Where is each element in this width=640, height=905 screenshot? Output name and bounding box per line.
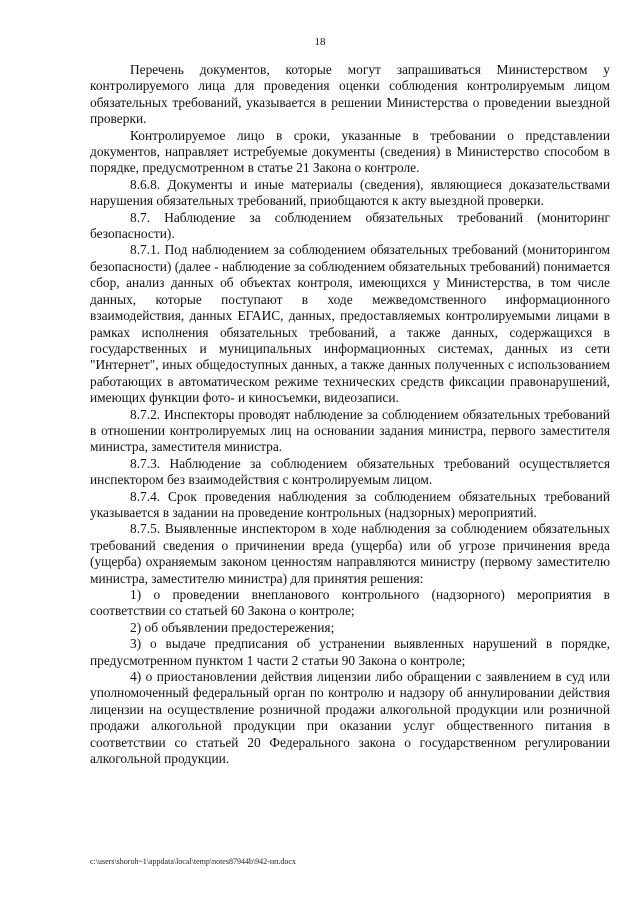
footer-file-path: c:\users\shoroh~1\appdata\local\temp\notes87944b\942-нп.docx [90, 857, 296, 866]
paragraph-8-6-8: 8.6.8. Документы и иные материалы (сведения), являющиеся доказательствами нарушения обязательных требований, приобщаются к акту выездной проверки. [90, 176, 610, 209]
paragraph-8-7-1: 8.7.1. Под наблюдением за соблюдением обязательных требований (мониторингом безопасности) (далее - наблюдение за соблюдением обязательных требований) понимается сбор, анализ данных об объектах контроля, имеющихся у Министерства, в том числе данных, которые поступают в ходе межведомственного информационного взаимодействия, данных ЕГАИС, данных, предоставляемых контролируемыми лицами в рамках исполнения обязательных требований, а также данных, содержащихся в государственных и муниципальных информационных системах, данных из сети "Интернет", иных общедоступных данных, а также данных полученных с использованием работающих в автоматическом режиме технических средств фиксации правонарушений, имеющих функции фото- и киносъемки, видеозаписи. [90, 242, 610, 406]
paragraph-8-7-4: 8.7.4. Срок проведения наблюдения за соблюдением обязательных требований указывается в задании на проведение контрольных (надзорных) мероприятий. [90, 488, 610, 520]
document-body [90, 62, 610, 767]
paragraph-8-7-5: 8.7.5. Выявленные инспектором в ходе наблюдения за соблюдением обязательных требований сведения о причинении вреда (ущерба) или об угрозе причинения вреда (ущерба) охраняемым законом ценностям направляются министру (первому заместителю министра, заместителю министра) для принятия решения: [90, 521, 610, 586]
paragraph-8-7-2: 8.7.2. Инспекторы проводят наблюдение за соблюдением обязательных требований в отношении контролируемых лиц на основании задания министра, первого заместителя министра, заместителя министра. [90, 406, 610, 455]
paragraph-document-submission: Контролируемое лицо в сроки, указанные в требовании о представлении документов, направляет истребуемые документы (сведения) в Министерство способом в порядке, предусмотренном в статье 21 Закона о контроле. [90, 127, 610, 176]
paragraph-documents-list: Перечень документов, которые могут запрашиваться Министерством у контролируемого лица для проведения оценки соблюдения контролируемым лицом обязательных требований, указывается в решении Министерства о проведении выездной проверки. [90, 62, 610, 127]
page-number: 18 [314, 36, 326, 48]
list-item-1: 1) о проведении внепланового контрольного (надзорного) мероприятия в соответствии со статьей 60 Закона о контроле; [90, 587, 610, 619]
paragraph-8-7-heading: 8.7. Наблюдение за соблюдением обязательных требований (мониторинг безопасности). [90, 209, 610, 242]
list-item-2: 2) об объявлении предостережения; [130, 619, 335, 635]
paragraph-8-7-3: 8.7.3. Наблюдение за соблюдением обязательных требований осуществляется инспектором без взаимодействия с контролируемым лицом. [90, 455, 610, 488]
list-item-4: 4) о приостановлении действия лицензии либо обращении с заявлением в суд или уполномоченный федеральный орган по контролю и надзору об аннулировании действия лицензии на осуществление розничной продажи алкогольной продукции или розничной продажи алкогольной продукции при оказании услуг общественного питания в соответствии со статьей 20 Федерального закона о государственном регулировании алкогольной продукции. [90, 669, 610, 767]
list-item-3: 3) о выдаче предписания об устранении выявленных нарушений в порядке, предусмотренном пунктом 1 части 2 статьи 90 Закона о контроле; [90, 636, 610, 668]
